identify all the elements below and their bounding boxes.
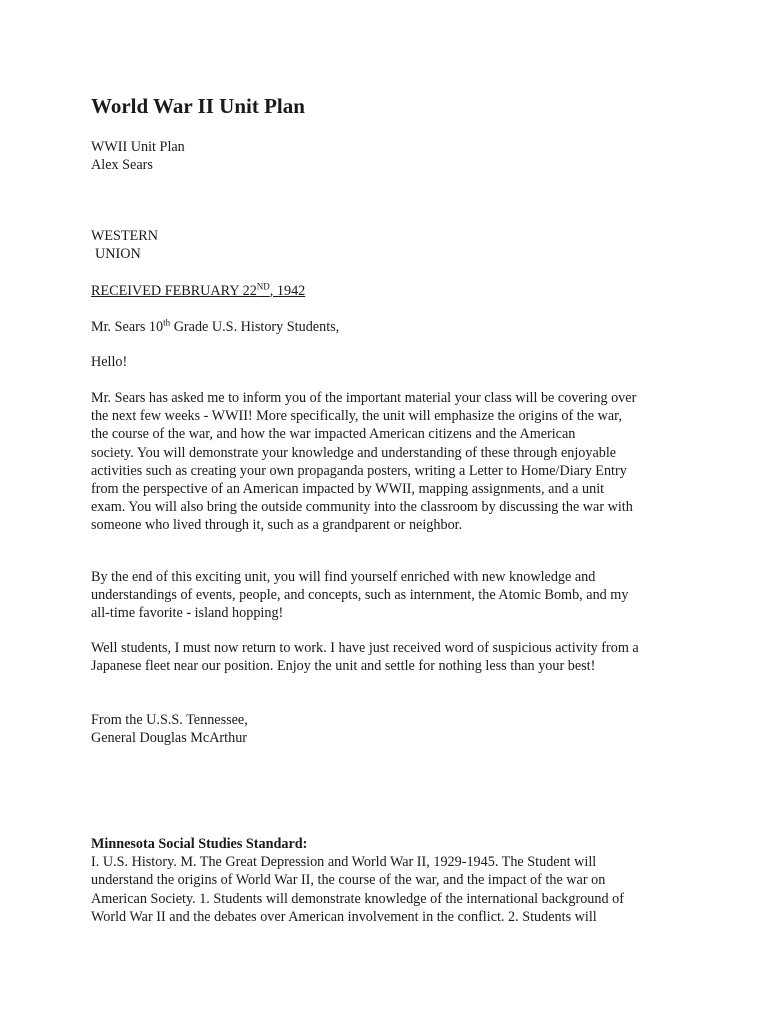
paragraph-line: someone who lived through it, such as a grandparent or neighbor. bbox=[91, 517, 463, 534]
received-sup: ND bbox=[256, 281, 270, 292]
header-union: UNION bbox=[95, 246, 141, 263]
paragraph-line: Mr. Sears has asked me to inform you of the important material your class will be covering over bbox=[91, 390, 637, 406]
subtitle-block bbox=[91, 138, 691, 174]
standard-heading: Minnesota Social Studies Standard: bbox=[91, 836, 308, 852]
paragraph-3 bbox=[91, 639, 691, 675]
paragraph-line: all-time favorite - island hopping! bbox=[91, 605, 284, 622]
greeting-text: Hello! bbox=[91, 354, 128, 370]
signoff-name: General Douglas McArthur bbox=[91, 730, 248, 747]
standard-line: World War II and the debates over American involvement in the conflict. 2. Students will bbox=[91, 908, 597, 925]
document-title: World War II Unit Plan bbox=[91, 94, 305, 118]
header-western: WESTERN bbox=[91, 228, 158, 244]
standard-section bbox=[91, 835, 691, 926]
salutation-suffix: Grade U.S. History Students, bbox=[170, 319, 340, 335]
paragraph-line: activities such as creating your own propaganda posters, writing a Letter to Home/Diary Entry bbox=[91, 462, 627, 479]
greeting bbox=[91, 353, 691, 371]
paragraph-line: understandings of events, people, and concepts, such as internment, the Atomic Bomb, and my bbox=[91, 587, 629, 604]
author-name: Alex Sears bbox=[91, 157, 153, 174]
salutation-prefix: Mr. Sears 10 bbox=[91, 319, 164, 335]
salutation-sup: th bbox=[163, 317, 171, 328]
paragraph-line: exam. You will also bring the outside community into the classroom by discussing the war with bbox=[91, 499, 633, 516]
signoff bbox=[91, 711, 691, 747]
paragraph-2 bbox=[91, 568, 691, 623]
received-suffix: , 1942 bbox=[269, 283, 306, 299]
telegram-header bbox=[91, 227, 691, 263]
paragraph-line: Well students, I must now return to work. I have just received word of suspicious activity from a bbox=[91, 640, 639, 656]
paragraph-line: from the perspective of an American impacted by WWII, mapping assignments, and a unit bbox=[91, 481, 605, 498]
standard-line: I. U.S. History. M. The Great Depression and World War II, 1929-1945. The Student will bbox=[91, 854, 597, 871]
paragraph-line: society. You will demonstrate your knowledge and understanding of these through enjoyable bbox=[91, 444, 617, 461]
unit-plan-label: WWII Unit Plan bbox=[91, 139, 185, 155]
paragraph-line: the course of the war, and how the war impacted American citizens and the American bbox=[91, 426, 576, 443]
salutation bbox=[91, 318, 691, 336]
paragraph-line: By the end of this exciting unit, you will find yourself enriched with new knowledge and bbox=[91, 569, 596, 585]
signoff-ship: From the U.S.S. Tennessee, bbox=[91, 712, 248, 728]
paragraph-1 bbox=[91, 389, 691, 535]
received-date bbox=[91, 282, 691, 300]
received-prefix: RECEIVED FEBRUARY 22 bbox=[91, 283, 257, 299]
standard-line: American Society. 1. Students will demonstrate knowledge of the international background of bbox=[91, 890, 624, 907]
standard-line: understand the origins of World War II, the course of the war, and the impact of the war on bbox=[91, 872, 606, 889]
paragraph-line: Japanese fleet near our position. Enjoy the unit and settle for nothing less than your best! bbox=[91, 658, 596, 675]
paragraph-line: the next few weeks - WWII! More specifically, the unit will emphasize the origins of the war, bbox=[91, 408, 622, 425]
